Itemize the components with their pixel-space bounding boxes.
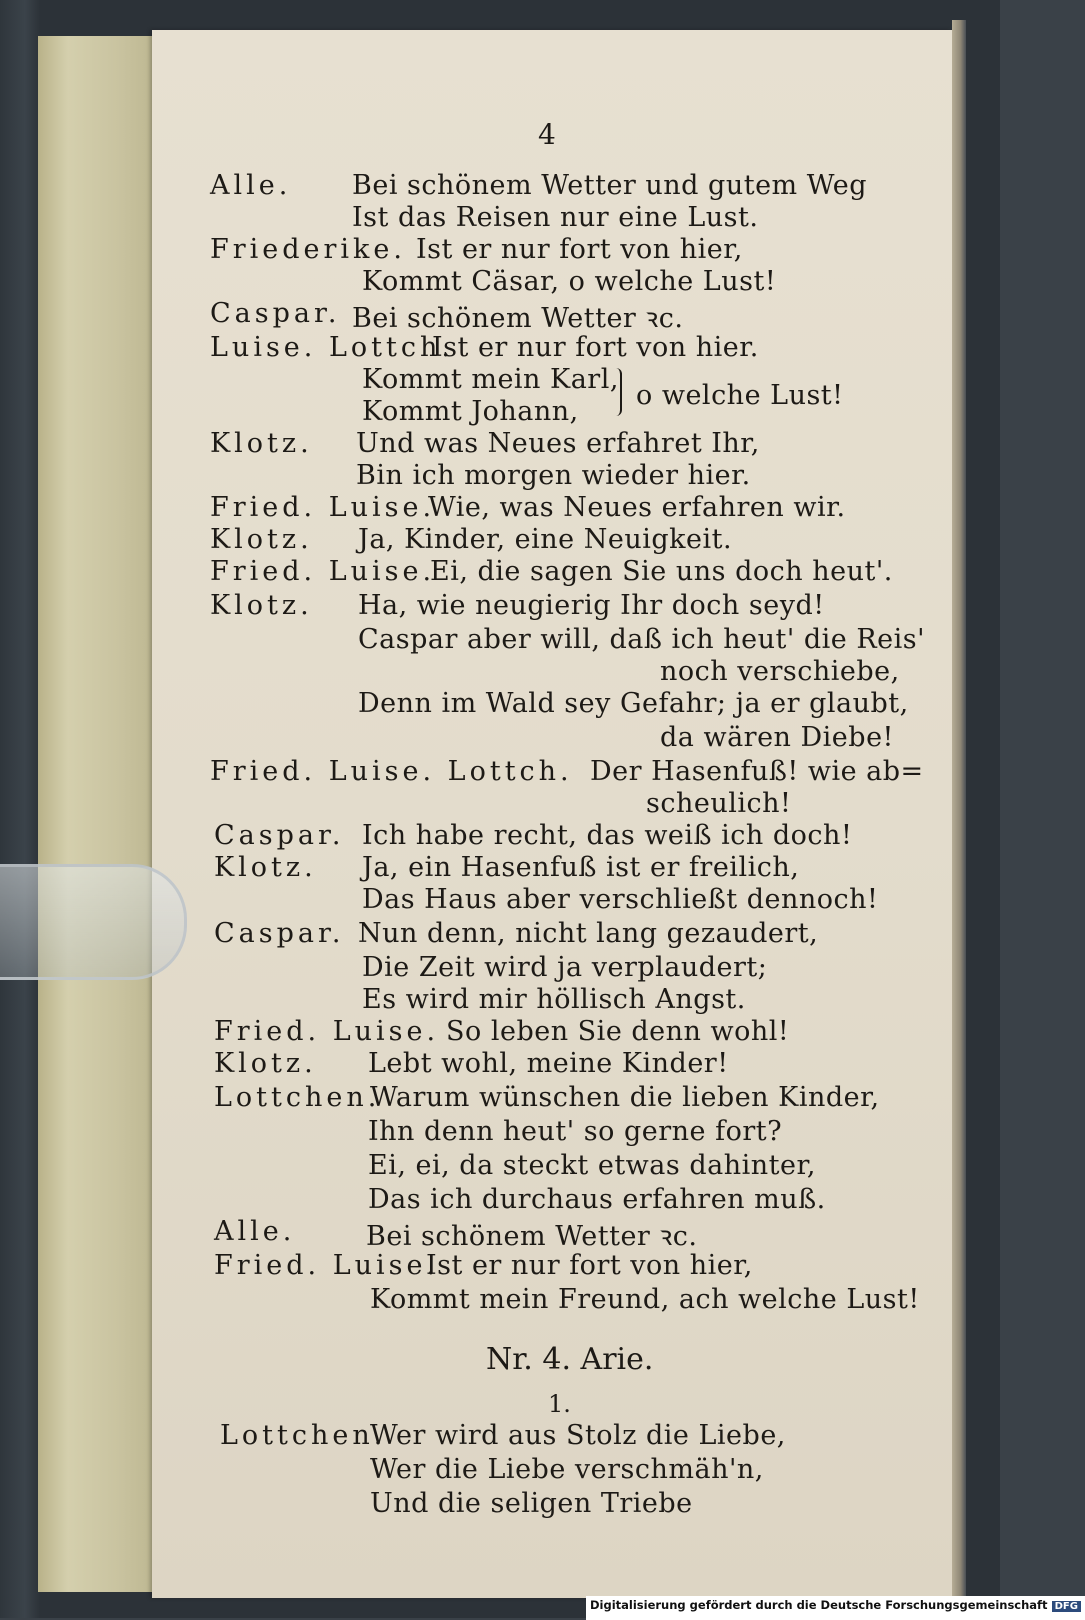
verse-line: Kommt Cäsar, o welche Lust! <box>362 266 777 297</box>
verse-line: Und die seligen Triebe <box>370 1488 693 1519</box>
speaker-label: Klotz. <box>210 590 313 621</box>
dfg-logo: DFG <box>1052 1601 1081 1612</box>
section-heading: Nr. 4. Arie. <box>486 1342 654 1377</box>
speaker-label: Caspar. <box>214 918 345 949</box>
bracketed-refrain: o welche Lust! <box>636 380 844 411</box>
verse-line: scheulich! <box>646 788 792 819</box>
speaker-label: Friederike. <box>210 234 406 265</box>
verse-line: Der Hasenfuß! wie ab= <box>590 756 924 787</box>
cover-spine-strip <box>38 36 156 1592</box>
verse-line: Warum wünschen die lieben Kinder, <box>370 1082 880 1113</box>
speaker-label: Klotz. <box>210 524 313 555</box>
verse-line: Caspar aber will, daß ich heut' die Reis' <box>358 624 926 655</box>
digitization-footer <box>586 1596 1085 1620</box>
speaker-label: Fried. Luise. <box>214 1016 440 1047</box>
verse-line: noch verschiebe, <box>660 656 900 687</box>
verse-line: Ja, Kinder, eine Neuigkeit. <box>358 524 733 555</box>
verse-line: Bei schönem Wetter und gutem Weg <box>352 170 868 201</box>
verse-line: Ha, wie neugierig Ihr doch seyd! <box>358 590 825 621</box>
verse-line: Ist er nur fort von hier, <box>416 234 743 265</box>
verse-line: Wer wird aus Stolz die Liebe, <box>370 1420 786 1451</box>
verse-line: Und was Neues erfahret Ihr, <box>356 428 760 459</box>
page-clip <box>0 864 187 980</box>
verse-line: Ja, ein Hasenfuß ist er freilich, <box>362 852 800 883</box>
verse-line: Bei schönem Wetter ꝛc. <box>352 303 684 334</box>
speaker-label: Lottchen. <box>214 1082 381 1113</box>
verse-line: Nun denn, nicht lang gezaudert, <box>358 918 819 949</box>
speaker-label: Luise. Lottch. <box>210 332 454 363</box>
verse-line: Kommt Johann, <box>362 396 579 427</box>
verse-number: 1. <box>548 1390 571 1418</box>
verse-line: Ei, die sagen Sie uns doch heut'. <box>430 556 893 587</box>
speaker-label: Fried. Luise. <box>210 492 436 523</box>
verse-line: Das Haus aber verschließt dennoch! <box>362 884 879 915</box>
page-edge <box>952 20 966 1600</box>
verse-line: So leben Sie denn wohl! <box>446 1016 790 1047</box>
verse-line: Es wird mir höllisch Angst. <box>362 984 746 1015</box>
speaker-label: Alle. <box>210 170 292 201</box>
verse-line: da wären Diebe! <box>660 722 894 753</box>
speaker-label: Lottchen. <box>220 1420 387 1451</box>
verse-line: Ihn denn heut' so gerne fort? <box>368 1116 783 1147</box>
speaker-label: Klotz. <box>210 428 313 459</box>
speaker-label: Fried. Luise. <box>210 556 436 587</box>
verse-line: Lebt wohl, meine Kinder! <box>368 1048 729 1079</box>
speaker-label: Caspar. <box>214 820 345 851</box>
verse-line: Wie, was Neues erfahren wir. <box>428 492 846 523</box>
verse-line: Wer die Liebe verschmäh'n, <box>370 1454 764 1485</box>
verse-line: Bei schönem Wetter ꝛc. <box>366 1221 698 1252</box>
verse-line: Ich habe recht, das weiß ich doch! <box>362 820 853 851</box>
verse-line: Kommt mein Karl, <box>362 364 619 395</box>
speaker-label: Klotz. <box>214 852 317 883</box>
speaker-label: Alle. <box>214 1216 296 1247</box>
brace-bracket <box>612 368 622 416</box>
verse-line: Das ich durchaus erfahren muß. <box>368 1184 826 1215</box>
verse-line: Die Zeit wird ja verplaudert; <box>362 952 768 983</box>
verse-line: Ist er nur fort von hier, <box>426 1250 753 1281</box>
verse-line: Ist er nur fort von hier. <box>432 332 759 363</box>
speaker-label: Fried. Luise. <box>214 1250 440 1281</box>
speaker-label: Caspar. <box>210 298 341 329</box>
verse-line: Bin ich morgen wieder hier. <box>356 460 751 491</box>
verse-line: Ist das Reisen nur eine Lust. <box>352 202 759 233</box>
speaker-label: Klotz. <box>214 1048 317 1079</box>
verse-line: Denn im Wald sey Gefahr; ja er glaubt, <box>358 688 909 719</box>
verse-line: Kommt mein Freund, ach welche Lust! <box>370 1284 920 1315</box>
speaker-label: Fried. Luise. Lottch. <box>210 756 573 787</box>
verse-line: Ei, ei, da steckt etwas dahinter, <box>368 1150 816 1181</box>
page-number: 4 <box>538 118 556 151</box>
footer-text: Digitalisierung gefördert durch die Deutsche Forschungsgemeinschaft <box>590 1598 1048 1612</box>
